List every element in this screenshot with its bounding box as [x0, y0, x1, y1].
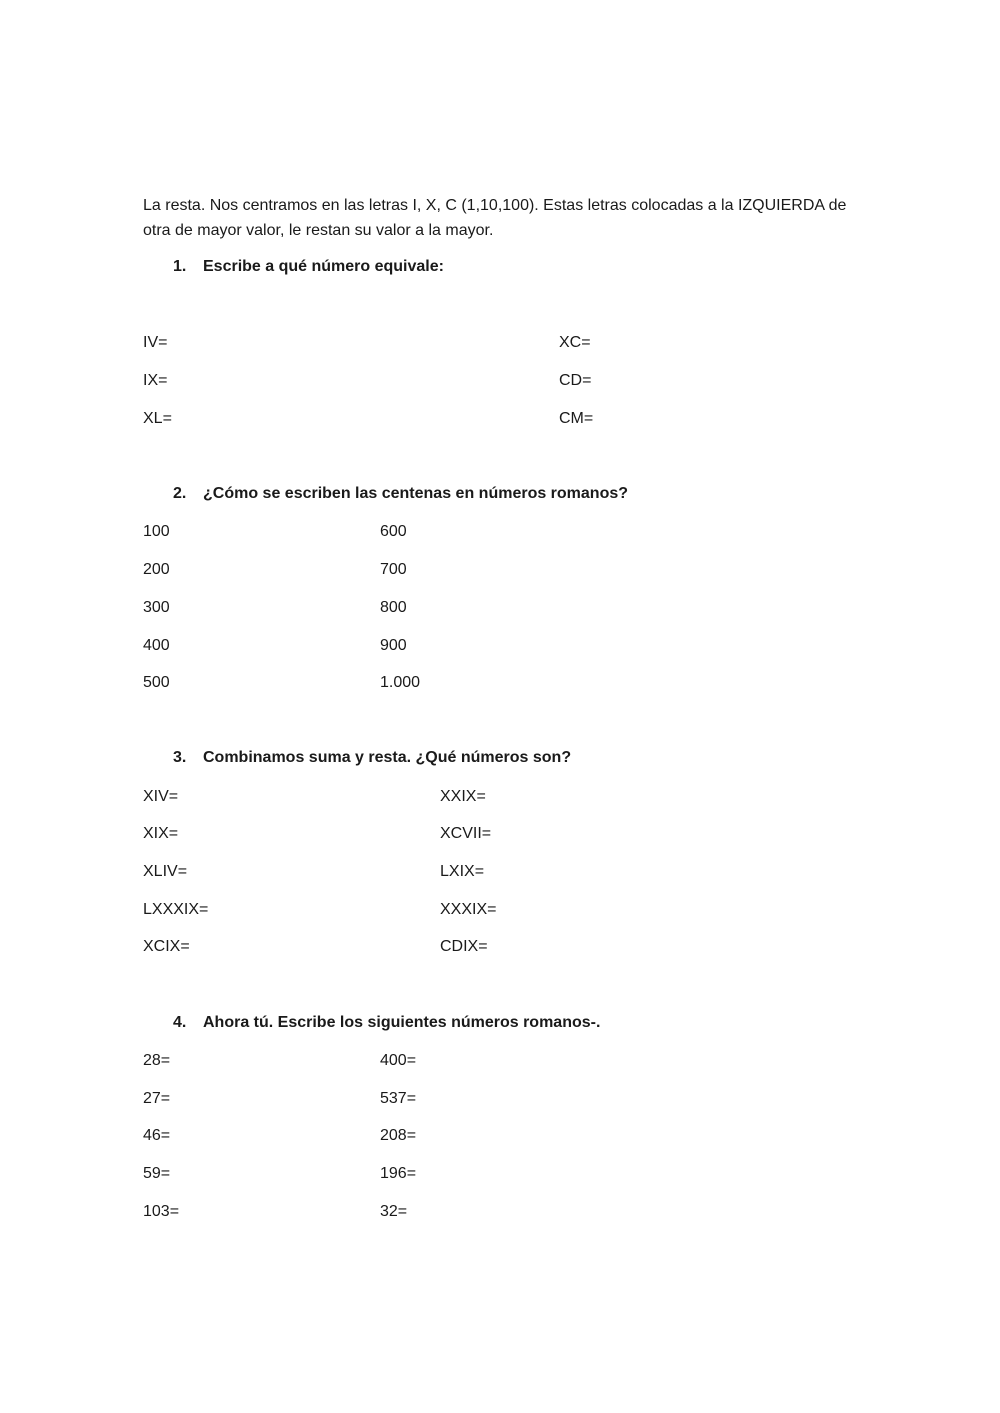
- exercise-item: CD=: [559, 372, 592, 389]
- section-2-title: ¿Cómo se escriben las centenas en números romanos?: [203, 485, 629, 502]
- exercise-item: CM=: [559, 410, 594, 427]
- section-1-number: 1.: [173, 258, 187, 275]
- exercise-item: 400=: [380, 1052, 417, 1069]
- exercise-item: XCIX=: [143, 938, 190, 955]
- section-2-heading: [173, 485, 628, 503]
- exercise-item: XCVII=: [440, 825, 492, 842]
- section-3-title: Combinamos suma y resta. ¿Qué números son?: [203, 749, 572, 766]
- exercise-item: 59=: [143, 1165, 171, 1182]
- exercise-item: 300: [143, 599, 170, 616]
- exercise-item: 900: [380, 637, 407, 654]
- exercise-item: XC=: [559, 334, 591, 351]
- section-2-number: 2.: [173, 485, 187, 502]
- section-3-heading: [173, 749, 571, 767]
- exercise-item: XIX=: [143, 825, 179, 842]
- section-1-title: Escribe a qué número equivale:: [203, 258, 444, 275]
- exercise-item: 600: [380, 523, 407, 540]
- exercise-item: 537=: [380, 1090, 417, 1107]
- exercise-item: CDIX=: [440, 938, 488, 955]
- exercise-item: 200: [143, 561, 170, 578]
- exercise-item: 196=: [380, 1165, 417, 1182]
- section-4-number: 4.: [173, 1014, 187, 1031]
- exercise-item: XXIX=: [440, 788, 486, 805]
- exercise-item: 208=: [380, 1127, 417, 1144]
- exercise-item: 1.000: [380, 674, 421, 691]
- exercise-item: XL=: [143, 410, 172, 427]
- exercise-item: 500: [143, 674, 170, 691]
- exercise-item: 27=: [143, 1090, 171, 1107]
- section-1-heading: [173, 258, 444, 276]
- intro-line-1: La resta. Nos centramos en las letras I, X, C (1,10,100). Estas letras colocadas a la IZQUIERDA de: [143, 197, 847, 214]
- exercise-item: 800: [380, 599, 407, 616]
- exercise-item: LXXXIX=: [143, 901, 209, 918]
- section-4-title: Ahora tú. Escribe los siguientes números romanos-.: [203, 1014, 601, 1031]
- exercise-item: IX=: [143, 372, 168, 389]
- exercise-item: 100: [143, 523, 170, 540]
- section-3-number: 3.: [173, 749, 187, 766]
- exercise-item: XXXIX=: [440, 901, 497, 918]
- exercise-item: 400: [143, 637, 170, 654]
- exercise-item: 700: [380, 561, 407, 578]
- exercise-item: 103=: [143, 1203, 180, 1220]
- intro-paragraph: [143, 193, 863, 243]
- exercise-item: XIV=: [143, 788, 179, 805]
- exercise-item: 32=: [380, 1203, 408, 1220]
- exercise-item: 28=: [143, 1052, 171, 1069]
- intro-line-2: otra de mayor valor, le restan su valor a la mayor.: [143, 222, 494, 239]
- exercise-item: XLIV=: [143, 863, 188, 880]
- exercise-item: LXIX=: [440, 863, 485, 880]
- exercise-item: 46=: [143, 1127, 171, 1144]
- exercise-item: IV=: [143, 334, 168, 351]
- section-4-heading: [173, 1014, 600, 1032]
